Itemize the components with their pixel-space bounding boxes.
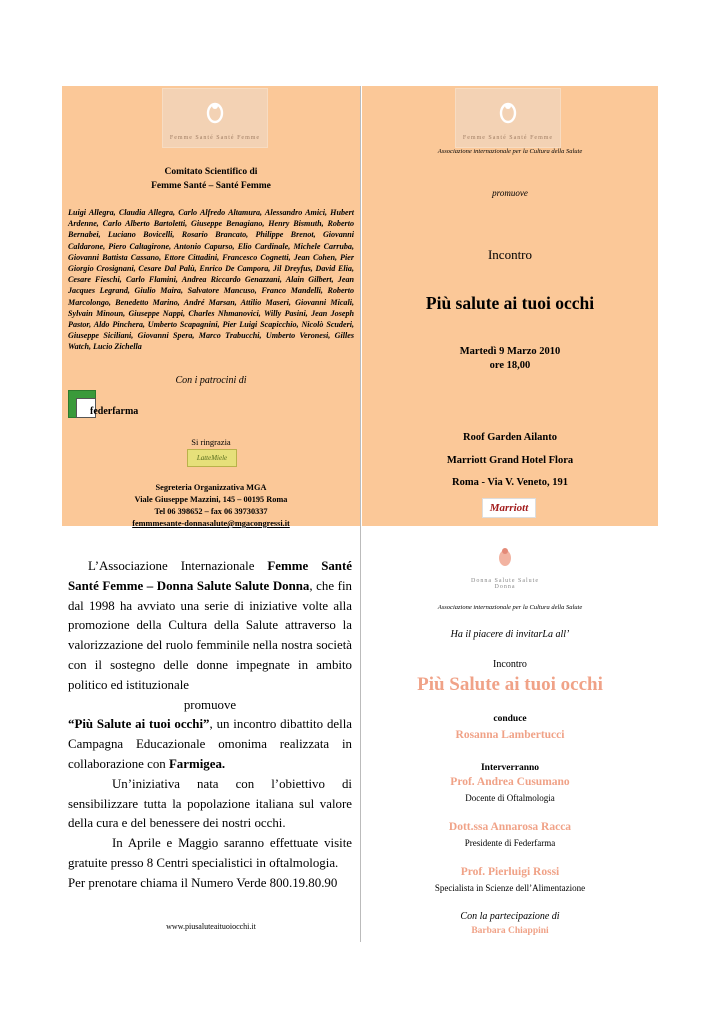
- invite-line: Ha il piacere di invitarLa all’: [450, 629, 570, 640]
- logo-text: Femme Santé Santé Femme: [169, 135, 261, 141]
- venue-line1: Roof Garden Ailanto: [463, 432, 557, 443]
- federfarma-label: federfarma: [90, 406, 139, 417]
- guest-name: Barbara Chiappini: [471, 926, 549, 936]
- marriott-logo: Marriott: [482, 498, 536, 518]
- committee-title-line2: Femme Santé – Santé Femme: [151, 181, 271, 191]
- secretariat-address: Viale Giuseppe Mazzini, 145 – 00195 Roma: [134, 495, 288, 504]
- paragraph-objective: Un’iniziativa nata con l’obiettivo di sensibilizzare tutta la popolazione italiana sul valore della cura e del benessere dei nostri occhi.: [68, 776, 352, 831]
- speakers-label: Interverranno: [480, 763, 540, 773]
- event-time: ore 18,00: [489, 360, 531, 371]
- logo-text: Donna Salute Salute Donna: [471, 578, 539, 590]
- femme-sante-logo-right: [455, 88, 561, 148]
- association-subtitle: Associazione internazionale per la Cultura della Salute: [437, 148, 583, 155]
- promotes-label: promuove: [492, 188, 528, 198]
- meeting-label-bottom: Incontro: [493, 659, 527, 670]
- participation-label: Con la partecipazione di: [460, 911, 560, 922]
- meeting-label: Incontro: [487, 247, 533, 262]
- woman-figure-icon: [499, 101, 517, 125]
- secretariat-block: [62, 482, 360, 530]
- association-subtitle-bottom: Associazione internazionale per la Cultura della Salute: [437, 604, 583, 611]
- patronage-label: Con i patrocini di: [175, 375, 247, 386]
- venue-line2: Marriott Grand Hotel Flora: [446, 455, 574, 466]
- event-date: Martedì 9 Marzo 2010: [459, 346, 561, 357]
- committee-members: Luigi Allegra, Claudia Allegra, Carlo Alfredo Altamura, Alessandro Amici, Hubert Ardenne, Carlo Alberto Bartoletti, Giuseppe Benagiano, Henry Bismuth, Roberto Bernabei, Luciano Bovicelli, Rosario Brancato, Philippe Brenot, Giovanni Caldarone, Piero Caltagirone, Antonio Capurso, Elio Cardinale, Michele Carruba, Giovanni Battista Cassano, Ettore Cittadini, Francesco Cognetti, Jean Cohen, Pier Giorgio Crosignani, Cesare Dal Palù, Enrico De Campora, Jil Dreyfus, David Elia, Cesare Fieschi, Carlo Flamini, Andrea Riccardo Genazzani, Alain Gilbert, Jean Jacques Legrand, Giulio Maira, Salvatore Mancuso, Franco Mandelli, Roberto Marcolongo, Benedetto Marino, André Marsan, Attilio Maseri, Giovanni Micali, Sylvain Minoun, Giuseppe Nappi, Charles Nhmanovici, Willy Pasini, Jean Joseph Pastor, Aldo Pinchera, Umberto Scapagnini, Pier Luigi Scapicchio, Nicolò Scuderi, Giuseppe Siciliani, Giovanni Spera, Marco Trabucchi, Umberto Veronesi, Gilles Watch, Lucio Zichella: [68, 208, 354, 352]
- promuove-line: promuove: [183, 697, 237, 712]
- donna-salute-logo: [460, 544, 550, 596]
- paragraph-intro: L’Associazione Internazionale Femme Santé Santé Femme – Donna Salute Salute Donna, che fin dal 1998 ha avviato una serie di iniziative volte alla promozione della Cultura della Salute attraverso la valorizzazione del ruolo femminile nella nostra società con il sostegno delle donne impegnate in ambito politico ed istituzionale: [68, 559, 352, 692]
- woman-figure-icon: [206, 101, 224, 125]
- fold-line: [360, 86, 361, 942]
- secretariat-email-link[interactable]: femmmesante-donnasalute@mgacongressi.it: [132, 519, 290, 528]
- femme-sante-logo: [162, 88, 268, 148]
- paragraph-campaign: “Più Salute ai tuoi occhi”, un incontro dibattito della Campagna Educazionale omonima realizzata in collaborazione con Farmigea.: [68, 717, 352, 771]
- thanks-label: Si ringrazia: [191, 437, 231, 447]
- logo-text: Femme Santé Santé Femme: [462, 135, 554, 141]
- event-title: Più salute ai tuoi occhi: [425, 293, 595, 313]
- secretariat-phone: Tel 06 398652 – fax 06 39730337: [154, 507, 268, 516]
- committee-title: [62, 165, 360, 193]
- speaker-1-role: Docente di Oftalmologia: [465, 793, 555, 803]
- speaker-2-name: Dott.ssa Annarosa Racca: [448, 821, 572, 833]
- association-description: [68, 557, 352, 894]
- venue-line3: Roma - Via V. Veneto, 191: [452, 477, 568, 488]
- speaker-2-role: Presidente di Federfarma: [464, 838, 556, 848]
- event-title-bottom: Più Salute ai tuoi occhi: [417, 674, 603, 695]
- federfarma-logo: [68, 390, 218, 420]
- speaker-3-name: Prof. Pierluigi Rossi: [460, 866, 560, 878]
- secretariat-name: Segreteria Organizzativa MGA: [155, 483, 267, 492]
- speaker-3-role: Specialista in Scienze dell’Alimentazione: [434, 883, 586, 893]
- speaker-1-name: Prof. Andrea Cusumano: [450, 776, 570, 788]
- event-datetime: [362, 345, 658, 373]
- website-link[interactable]: www.piusaluteaituoiocchi.it: [166, 922, 256, 931]
- committee-title-line1: Comitato Scientifico di: [164, 167, 258, 177]
- conduce-label: conduce: [493, 714, 527, 724]
- sponsor-logo: LatteMiele: [187, 449, 237, 467]
- paragraph-phone: Per prenotare chiama il Numero Verde 800.19.80.90: [68, 875, 338, 890]
- woman-figure-icon: [496, 546, 514, 570]
- paragraph-visits: In Aprile e Maggio saranno effettuate visite gratuite presso 8 Centri specialistici in oftalmologia.: [68, 836, 352, 870]
- host-name: Rosanna Lambertucci: [455, 729, 565, 741]
